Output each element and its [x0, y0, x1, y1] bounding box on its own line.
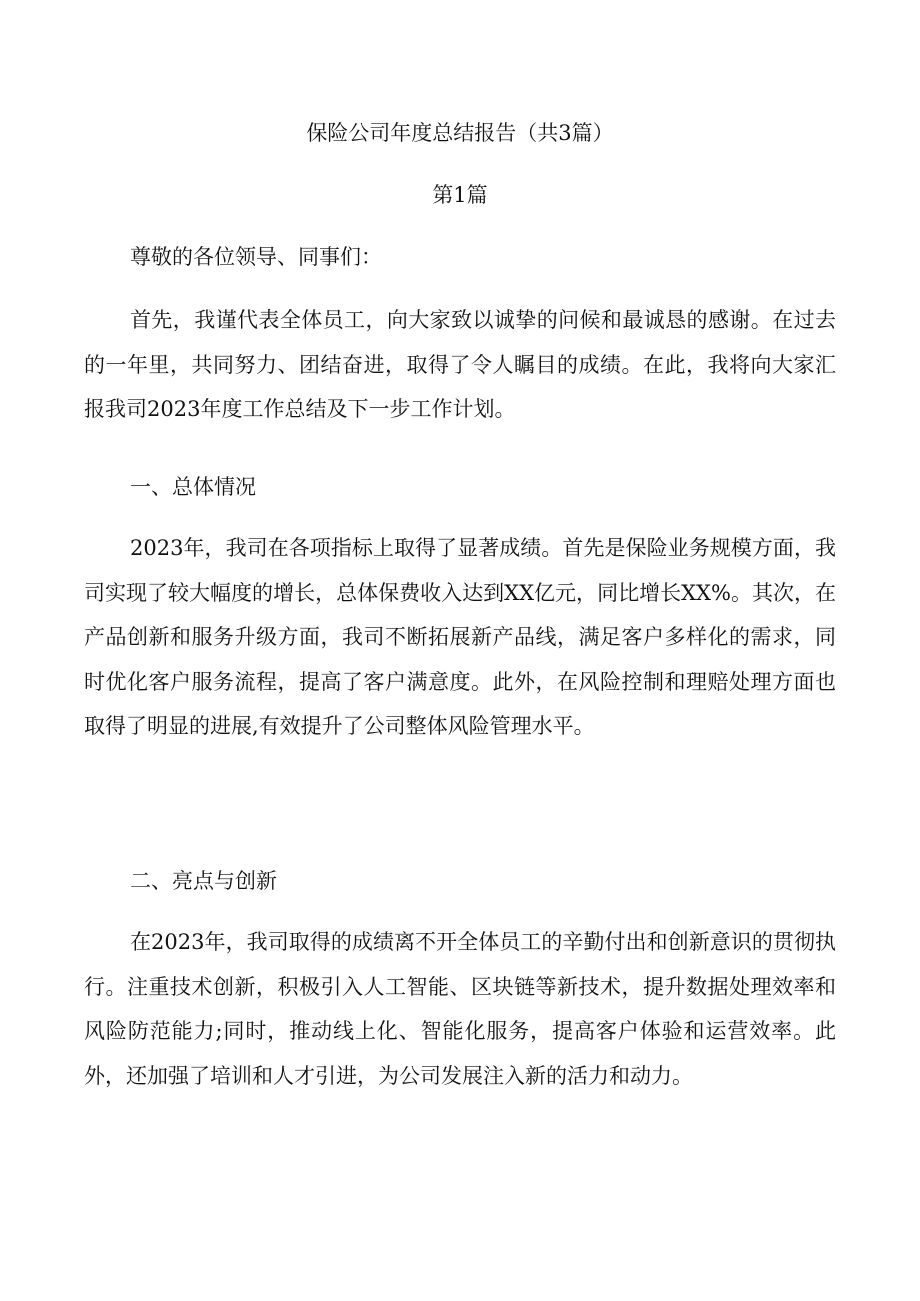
part-title: 第1篇	[432, 183, 488, 207]
section-body-highlights: 在2023年，我司取得的成绩离不开全体员工的辛勤付出和创新意识的贯彻执行。注重技术创新，积极引入人工智能、区块链等新技术，提升数据处理效率和风险防范能力;同时，推动线上化、智能化服务，提高客户体验和运营效率。此外，还加强了培训和人才引进，为公司发展注入新的活力和动力。	[84, 930, 836, 1088]
salutation: 尊敬的各位领导、同事们：	[130, 245, 382, 269]
intro-paragraph: 首先，我谨代表全体员工，向大家致以诚挚的问候和最诚恳的感谢。在过去的一年里，共同努力、团结奋进，取得了令人瞩目的成绩。在此，我将向大家汇报我司2023年度工作总结及下一步工作计划。	[84, 308, 836, 422]
section-body-overview: 2023年，我司在各项指标上取得了显著成绩。首先是保险业务规模方面，我司实现了较大幅度的增长，总体保费收入达到XX亿元，同比增长XX%。其次，在产品创新和服务升级方面，我司不断拓展新产品线，满足客户多样化的需求，同时优化客户服务流程，提高了客户满意度。此外，在风险控制和理赔处理方面也取得了明显的进展,有效提升了公司整体风险管理水平。	[84, 536, 836, 739]
section-heading-highlights: 二、亮点与创新	[130, 869, 277, 893]
section-heading-overview: 一、总体情况	[130, 475, 256, 499]
document-title: 保险公司年度总结报告（共3篇）	[306, 121, 614, 145]
